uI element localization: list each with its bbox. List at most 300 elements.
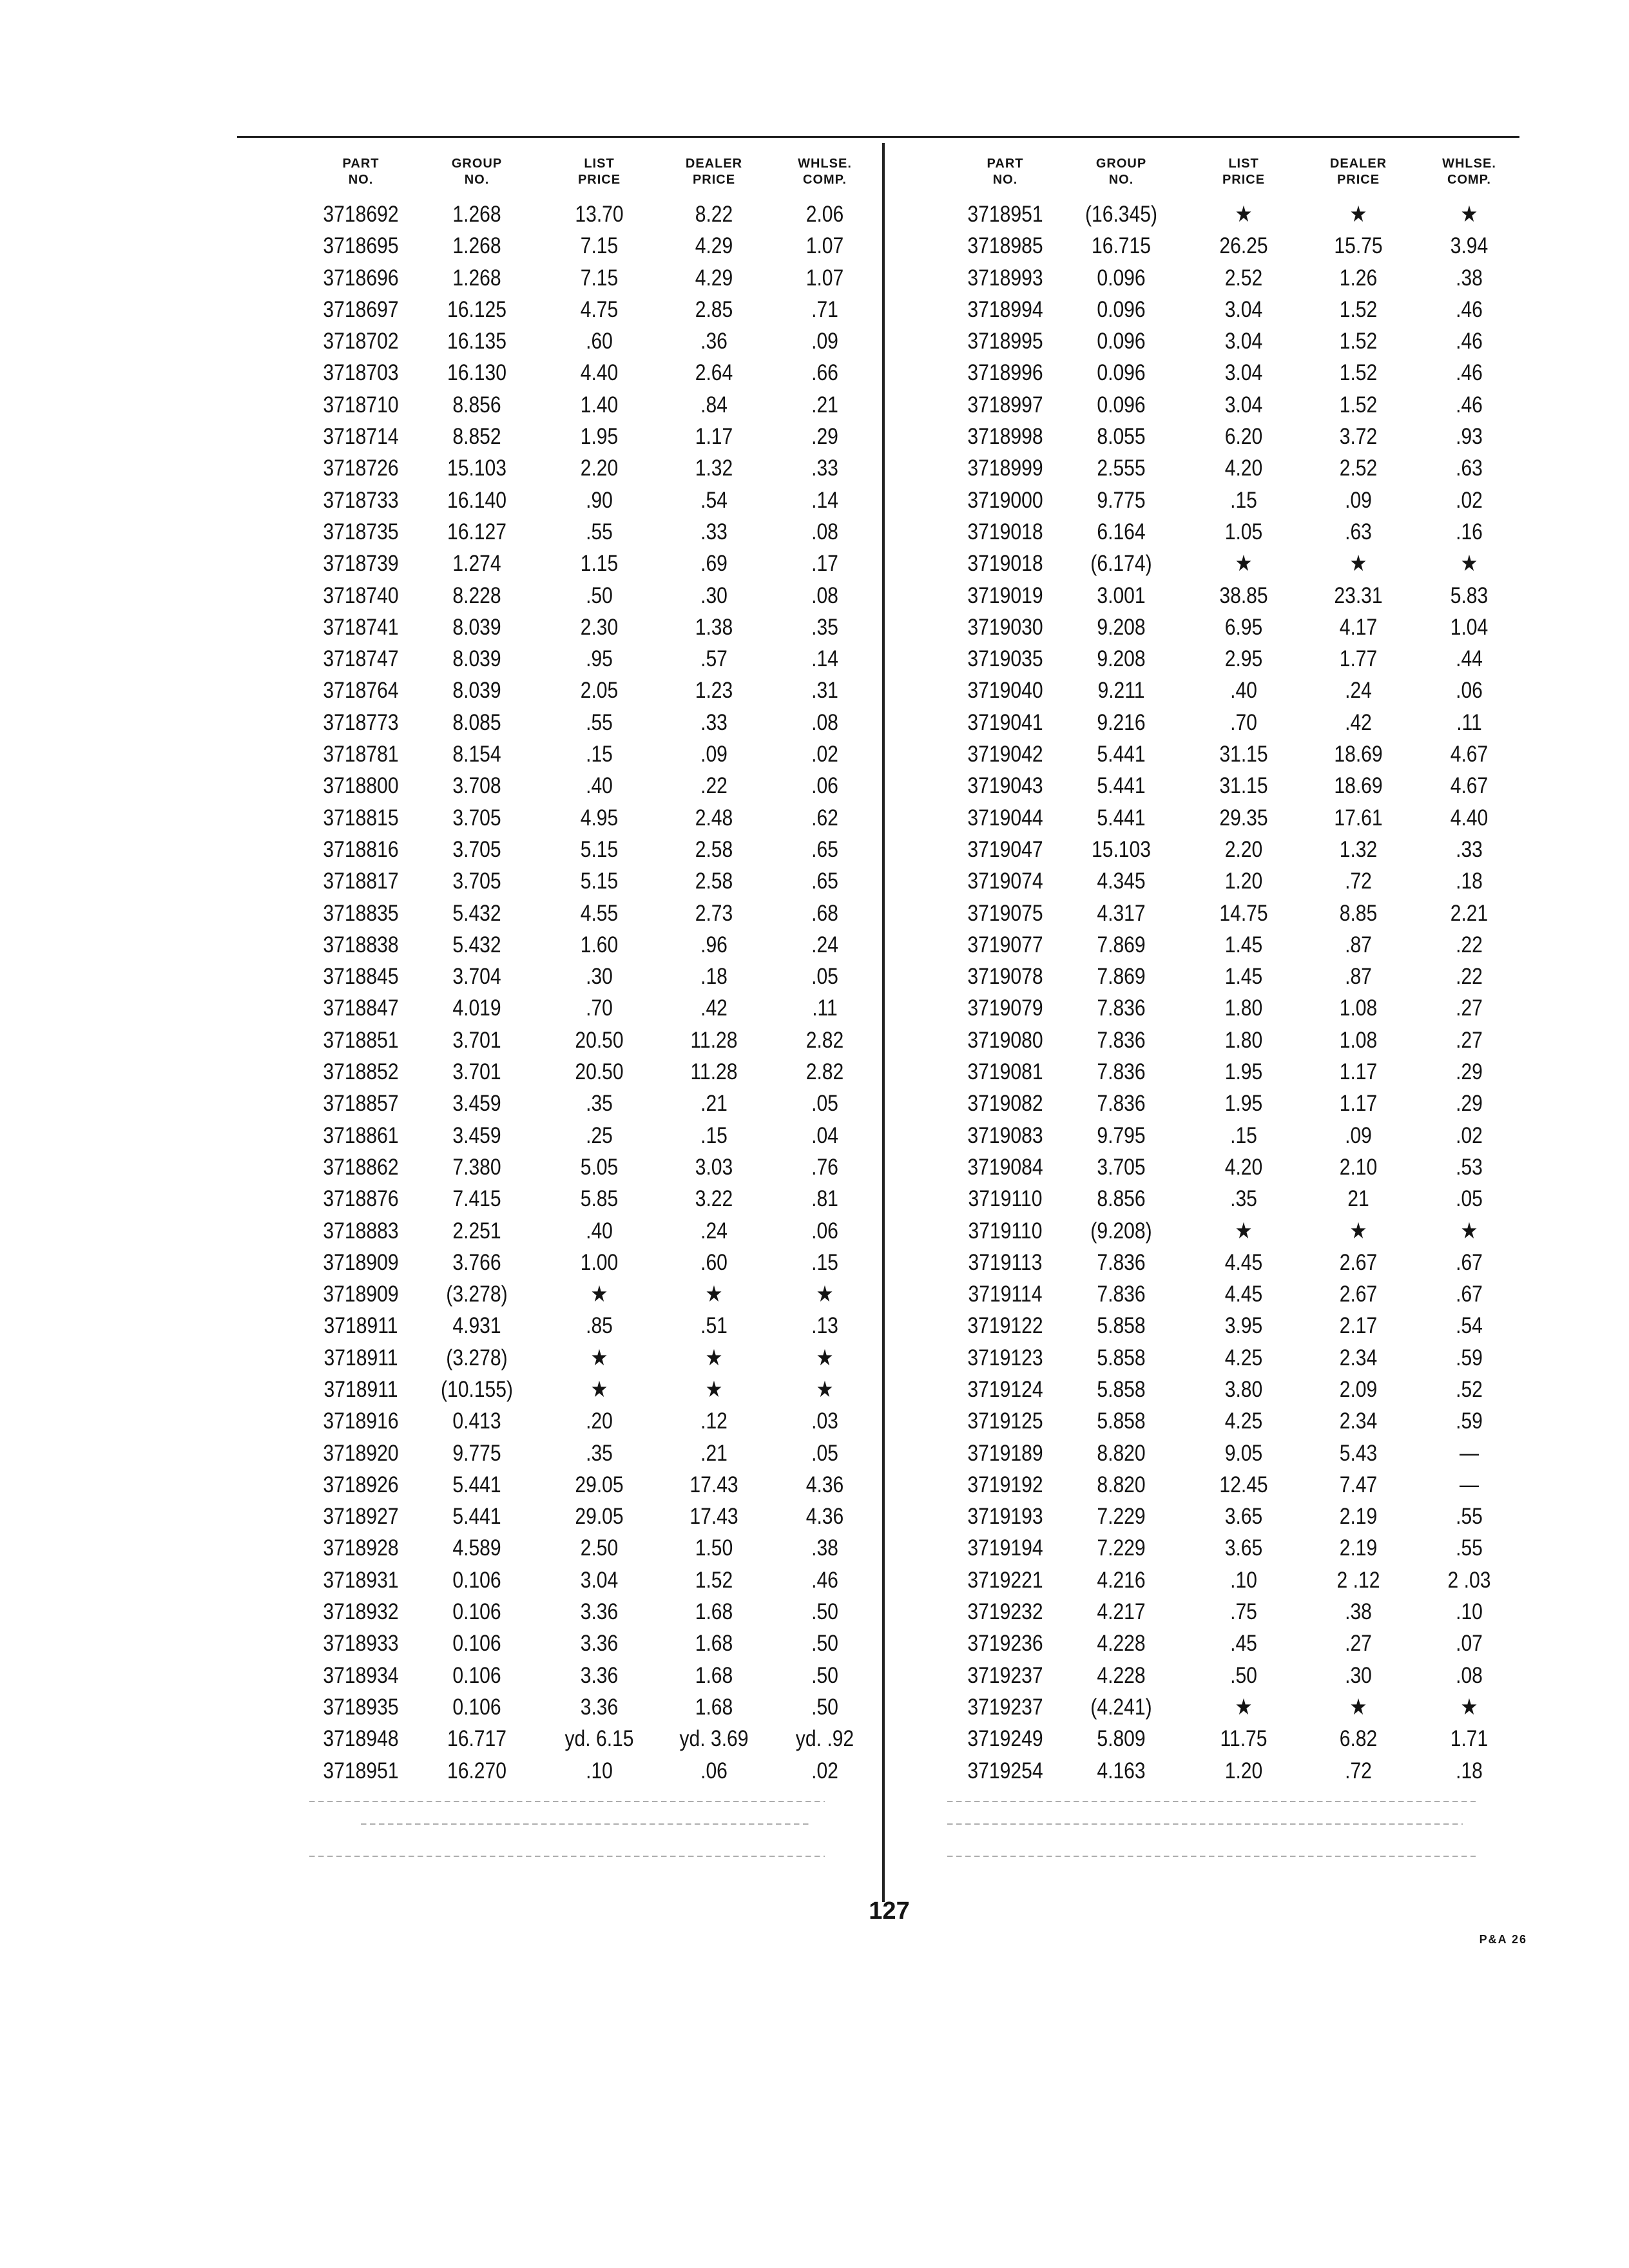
table-row bbox=[947, 898, 1527, 929]
right-table-body bbox=[947, 198, 1527, 1787]
table-row bbox=[303, 1405, 883, 1437]
cell-list-price: 20.50 bbox=[575, 1059, 624, 1085]
cell-part-no: 3718773 bbox=[323, 709, 399, 735]
cell-dealer-price: ★ bbox=[1349, 202, 1367, 227]
cell-dealer-price: .72 bbox=[1345, 869, 1372, 894]
cell-list-price: ★ bbox=[590, 1282, 608, 1307]
cell-whlse-comp: 3.94 bbox=[1450, 233, 1489, 259]
cell-whlse-comp: .54 bbox=[1456, 1313, 1483, 1339]
cell-whlse-comp: ★ bbox=[816, 1345, 834, 1370]
table-row bbox=[303, 1374, 883, 1405]
cell-dealer-price: 17.61 bbox=[1334, 805, 1383, 831]
right-table-header bbox=[947, 143, 1527, 198]
cell-group-no: 4.217 bbox=[1097, 1599, 1146, 1625]
cell-part-no: 3718817 bbox=[323, 869, 399, 894]
cell-part-no: 3718996 bbox=[967, 360, 1043, 386]
cell-group-no: 2.555 bbox=[1097, 456, 1146, 481]
cell-dealer-price: 1.26 bbox=[1339, 265, 1378, 291]
cell-part-no: 3719192 bbox=[967, 1472, 1043, 1497]
cell-dealer-price: 2.64 bbox=[695, 360, 733, 386]
table-row bbox=[947, 1120, 1527, 1151]
cell-part-no: 3718702 bbox=[323, 329, 399, 354]
cell-dealer-price: 1.77 bbox=[1339, 646, 1378, 672]
cell-group-no: 3.459 bbox=[452, 1122, 501, 1148]
cell-whlse-comp: .50 bbox=[811, 1631, 838, 1657]
cell-whlse-comp: .63 bbox=[1456, 456, 1483, 481]
cell-whlse-comp: .62 bbox=[811, 805, 838, 831]
cell-list-price: 1.80 bbox=[1224, 1027, 1263, 1053]
cell-list-price: 4.95 bbox=[580, 805, 619, 831]
cell-part-no: 3719078 bbox=[967, 964, 1043, 990]
cell-list-price: 9.05 bbox=[1224, 1440, 1263, 1466]
cell-whlse-comp: .50 bbox=[811, 1694, 838, 1720]
table-row bbox=[303, 1088, 883, 1119]
cell-part-no: 3718909 bbox=[323, 1249, 399, 1275]
cell-group-no: 8.856 bbox=[1097, 1186, 1146, 1212]
cell-list-price: ★ bbox=[1235, 1694, 1253, 1720]
cell-whlse-comp: .05 bbox=[1456, 1186, 1483, 1212]
cell-group-no: 8.154 bbox=[452, 742, 501, 767]
cell-whlse-comp: 5.83 bbox=[1450, 582, 1489, 608]
header-part-no: PART NO. bbox=[987, 157, 1024, 187]
cell-list-price: .90 bbox=[586, 487, 613, 513]
cell-dealer-price: 1.38 bbox=[695, 614, 733, 640]
cell-group-no: 4.589 bbox=[452, 1535, 501, 1561]
cell-whlse-comp: .31 bbox=[811, 678, 838, 704]
cell-group-no: 9.775 bbox=[1097, 487, 1146, 513]
cell-group-no: 7.836 bbox=[1097, 1249, 1146, 1275]
cell-list-price: 1.40 bbox=[580, 392, 619, 418]
cell-list-price: .10 bbox=[1230, 1567, 1257, 1593]
cell-list-price: .35 bbox=[1230, 1186, 1257, 1212]
cell-dealer-price: 1.17 bbox=[1339, 1091, 1378, 1117]
cell-group-no: 4.317 bbox=[1097, 900, 1146, 926]
cell-part-no: 3718927 bbox=[323, 1504, 399, 1530]
cell-list-price: 1.45 bbox=[1224, 932, 1263, 957]
cell-part-no: 3719232 bbox=[967, 1599, 1043, 1625]
cell-part-no: 3719114 bbox=[968, 1282, 1043, 1307]
cell-part-no: 3718928 bbox=[323, 1535, 399, 1561]
cell-part-no: 3719030 bbox=[967, 614, 1043, 640]
cell-part-no: 3718999 bbox=[967, 456, 1043, 481]
cell-part-no: 3718951 bbox=[323, 1758, 399, 1783]
header-group-no: GROUP NO. bbox=[1095, 157, 1147, 187]
cell-group-no: 8.856 bbox=[452, 392, 501, 418]
table-row bbox=[947, 1437, 1527, 1469]
cell-dealer-price: 15.75 bbox=[1334, 233, 1383, 259]
cell-whlse-comp: .55 bbox=[1456, 1504, 1483, 1530]
cell-list-price: 11.75 bbox=[1220, 1726, 1268, 1752]
cell-part-no: 3718733 bbox=[323, 487, 399, 513]
cell-group-no: 7.836 bbox=[1097, 995, 1146, 1021]
cell-list-price: 2.50 bbox=[580, 1535, 619, 1561]
cell-list-price: ★ bbox=[590, 1345, 608, 1370]
cell-group-no: 1.268 bbox=[452, 202, 501, 227]
cell-list-price: 1.45 bbox=[1224, 964, 1263, 990]
cell-whlse-comp: .76 bbox=[811, 1154, 838, 1180]
cell-dealer-price: 1.68 bbox=[695, 1662, 733, 1688]
cell-whlse-comp: .02 bbox=[1456, 1122, 1483, 1148]
cell-group-no: (16.345) bbox=[1084, 202, 1158, 227]
header-whlse-comp: WHLSE. COMP. bbox=[1442, 157, 1496, 187]
table-row bbox=[303, 611, 883, 643]
cell-list-price: 7.15 bbox=[580, 233, 619, 259]
table-row bbox=[303, 643, 883, 675]
cell-part-no: 3718847 bbox=[323, 995, 399, 1021]
table-row bbox=[947, 580, 1527, 611]
page-number: 127 bbox=[869, 1898, 910, 1925]
right-price-table bbox=[947, 143, 1527, 1787]
table-row bbox=[303, 865, 883, 897]
cell-group-no: (10.155) bbox=[440, 1376, 514, 1402]
table-row bbox=[947, 389, 1527, 421]
cell-group-no: 5.858 bbox=[1097, 1408, 1146, 1434]
cell-whlse-comp: 4.36 bbox=[805, 1472, 844, 1497]
cell-whlse-comp: 1.07 bbox=[805, 265, 844, 291]
cell-whlse-comp: ★ bbox=[1460, 1694, 1478, 1720]
header-whlse-comp: WHLSE. COMP. bbox=[798, 157, 852, 187]
cell-list-price: 6.95 bbox=[1224, 614, 1263, 640]
cell-group-no: 4.163 bbox=[1097, 1758, 1146, 1783]
cell-list-price: 1.95 bbox=[1224, 1059, 1263, 1085]
cell-dealer-price: .09 bbox=[700, 742, 728, 767]
cell-part-no: 3718861 bbox=[323, 1122, 399, 1148]
cell-whlse-comp: .46 bbox=[1456, 360, 1483, 386]
cell-part-no: 3718911 bbox=[323, 1313, 398, 1339]
cell-dealer-price: .06 bbox=[700, 1758, 728, 1783]
footer-dashed-line bbox=[309, 1801, 825, 1802]
table-row bbox=[947, 1469, 1527, 1501]
cell-dealer-price: .42 bbox=[700, 995, 728, 1021]
cell-dealer-price: 1.52 bbox=[1339, 329, 1378, 354]
table-row bbox=[947, 675, 1527, 706]
cell-list-price: 4.45 bbox=[1224, 1249, 1263, 1275]
table-row bbox=[303, 1183, 883, 1215]
cell-list-price: 3.80 bbox=[1224, 1376, 1263, 1402]
cell-group-no: 0.096 bbox=[1097, 392, 1146, 418]
cell-list-price: 3.36 bbox=[580, 1662, 619, 1688]
cell-list-price: ★ bbox=[1235, 551, 1253, 577]
table-row bbox=[303, 452, 883, 484]
table-row bbox=[303, 389, 883, 421]
cell-whlse-comp: .33 bbox=[811, 456, 838, 481]
cell-dealer-price: .87 bbox=[1345, 932, 1372, 957]
cell-whlse-comp: yd. .92 bbox=[795, 1726, 854, 1752]
cell-list-price: 3.65 bbox=[1224, 1504, 1263, 1530]
table-row bbox=[947, 325, 1527, 357]
cell-part-no: 3718781 bbox=[323, 742, 399, 767]
cell-whlse-comp: .08 bbox=[811, 582, 838, 608]
cell-whlse-comp: 2.06 bbox=[805, 202, 844, 227]
cell-dealer-price: 3.03 bbox=[695, 1154, 733, 1180]
cell-part-no: 3718916 bbox=[323, 1408, 399, 1434]
cell-list-price: 4.25 bbox=[1224, 1408, 1263, 1434]
footer-dashed-line bbox=[361, 1823, 812, 1825]
cell-part-no: 3718703 bbox=[323, 360, 399, 386]
table-row bbox=[303, 1501, 883, 1532]
cell-part-no: 3718994 bbox=[967, 296, 1043, 322]
cell-group-no: 7.836 bbox=[1097, 1091, 1146, 1117]
cell-dealer-price: .12 bbox=[700, 1408, 728, 1434]
cell-group-no: 5.441 bbox=[452, 1472, 501, 1497]
cell-group-no: 8.085 bbox=[452, 709, 501, 735]
table-row bbox=[303, 1532, 883, 1564]
cell-whlse-comp: .65 bbox=[811, 836, 838, 862]
cell-group-no: 7.380 bbox=[452, 1154, 501, 1180]
table-row bbox=[303, 262, 883, 294]
table-row bbox=[303, 580, 883, 611]
cell-whlse-comp: .06 bbox=[811, 773, 838, 799]
cell-dealer-price: .30 bbox=[1345, 1662, 1372, 1688]
cell-part-no: 3719125 bbox=[967, 1408, 1043, 1434]
table-row bbox=[947, 834, 1527, 865]
cell-dealer-price: 1.52 bbox=[1339, 392, 1378, 418]
cell-group-no: 8.820 bbox=[1097, 1440, 1146, 1466]
cell-list-price: 14.75 bbox=[1219, 900, 1268, 926]
table-row bbox=[303, 1596, 883, 1628]
table-row bbox=[947, 1247, 1527, 1278]
cell-part-no: 3718816 bbox=[323, 836, 399, 862]
cell-group-no: (4.241) bbox=[1090, 1694, 1152, 1720]
cell-list-price: 1.20 bbox=[1224, 1758, 1263, 1783]
cell-dealer-price: .22 bbox=[700, 773, 728, 799]
cell-list-price: .25 bbox=[586, 1122, 613, 1148]
cell-group-no: 3.705 bbox=[1097, 1154, 1146, 1180]
table-row bbox=[303, 834, 883, 865]
cell-dealer-price: 11.28 bbox=[690, 1027, 738, 1053]
cell-list-price: .35 bbox=[586, 1091, 613, 1117]
table-row bbox=[947, 357, 1527, 389]
cell-group-no: 0.096 bbox=[1097, 265, 1146, 291]
table-row bbox=[947, 1088, 1527, 1119]
cell-list-price: 26.25 bbox=[1219, 233, 1268, 259]
table-row bbox=[947, 707, 1527, 738]
table-row bbox=[947, 802, 1527, 834]
cell-list-price: 1.05 bbox=[1224, 519, 1263, 544]
cell-group-no: 7.415 bbox=[452, 1186, 501, 1212]
cell-whlse-comp: .46 bbox=[1456, 392, 1483, 418]
cell-group-no: 7.869 bbox=[1097, 932, 1146, 957]
cell-part-no: 3718695 bbox=[323, 233, 399, 259]
cell-part-no: 3718876 bbox=[323, 1186, 399, 1212]
cell-part-no: 3719124 bbox=[967, 1376, 1043, 1402]
cell-part-no: 3718747 bbox=[323, 646, 399, 672]
cell-list-price: 2.95 bbox=[1224, 646, 1263, 672]
cell-dealer-price: 2 .12 bbox=[1336, 1567, 1380, 1593]
cell-dealer-price: .87 bbox=[1345, 964, 1372, 990]
cell-list-price: 7.15 bbox=[580, 265, 619, 291]
header-list-price: LIST PRICE bbox=[577, 157, 621, 187]
cell-list-price: 1.00 bbox=[580, 1249, 619, 1275]
cell-whlse-comp: 2.21 bbox=[1450, 900, 1489, 926]
cell-part-no: 3718857 bbox=[323, 1091, 399, 1117]
cell-list-price: ★ bbox=[590, 1376, 608, 1402]
cell-part-no: 3719123 bbox=[967, 1345, 1043, 1370]
cell-whlse-comp: .38 bbox=[811, 1535, 838, 1561]
cell-whlse-comp: .29 bbox=[1456, 1091, 1483, 1117]
cell-dealer-price: .96 bbox=[700, 932, 728, 957]
cell-dealer-price: .24 bbox=[1345, 678, 1372, 704]
cell-list-price: 1.95 bbox=[580, 424, 619, 450]
cell-whlse-comp: .03 bbox=[811, 1408, 838, 1434]
table-row bbox=[947, 961, 1527, 992]
table-row bbox=[947, 611, 1527, 643]
table-row bbox=[303, 898, 883, 929]
cell-group-no: 0.106 bbox=[452, 1567, 501, 1593]
table-row bbox=[947, 1723, 1527, 1754]
cell-dealer-price: ★ bbox=[1349, 1218, 1367, 1244]
cell-list-price: 4.25 bbox=[1224, 1345, 1263, 1370]
cell-whlse-comp: .15 bbox=[811, 1249, 838, 1275]
cell-list-price: 38.85 bbox=[1219, 582, 1268, 608]
cell-part-no: 3718911 bbox=[323, 1345, 398, 1370]
cell-group-no: 5.858 bbox=[1097, 1345, 1146, 1370]
cell-list-price: .20 bbox=[586, 1408, 613, 1434]
cell-group-no: 4.216 bbox=[1097, 1567, 1146, 1593]
cell-whlse-comp: .17 bbox=[811, 551, 838, 577]
cell-group-no: 5.432 bbox=[452, 900, 501, 926]
table-row bbox=[303, 707, 883, 738]
cell-group-no: 7.836 bbox=[1097, 1282, 1146, 1307]
cell-whlse-comp: .10 bbox=[1456, 1599, 1483, 1625]
cell-part-no: 3719042 bbox=[967, 742, 1043, 767]
cell-group-no: 0.106 bbox=[452, 1662, 501, 1688]
cell-group-no: 1.268 bbox=[452, 233, 501, 259]
header-dealer-price: DEALER PRICE bbox=[685, 157, 743, 187]
cell-dealer-price: 2.34 bbox=[1339, 1408, 1378, 1434]
table-row bbox=[303, 1056, 883, 1088]
cell-group-no: 3.705 bbox=[452, 869, 501, 894]
table-row bbox=[947, 230, 1527, 262]
cell-list-price: 5.15 bbox=[580, 836, 619, 862]
table-row bbox=[947, 1056, 1527, 1088]
cell-dealer-price: ★ bbox=[1349, 551, 1367, 577]
cell-whlse-comp: .65 bbox=[811, 869, 838, 894]
cell-dealer-price: .09 bbox=[1345, 1122, 1372, 1148]
cell-list-price: .55 bbox=[586, 519, 613, 544]
cell-list-price: 1.95 bbox=[1224, 1091, 1263, 1117]
top-rule bbox=[237, 136, 1519, 138]
table-row bbox=[303, 1247, 883, 1278]
table-row bbox=[303, 770, 883, 802]
cell-dealer-price: .54 bbox=[700, 487, 728, 513]
cell-whlse-comp: 4.40 bbox=[1450, 805, 1489, 831]
cell-group-no: (3.278) bbox=[446, 1345, 508, 1370]
cell-dealer-price: 3.22 bbox=[695, 1186, 733, 1212]
table-row bbox=[947, 1278, 1527, 1310]
cell-part-no: 3719075 bbox=[967, 900, 1043, 926]
cell-part-no: 3719236 bbox=[967, 1631, 1043, 1657]
page-code: P&A 26 bbox=[1479, 1933, 1527, 1946]
cell-part-no: 3719193 bbox=[967, 1504, 1043, 1530]
cell-group-no: 7.229 bbox=[1097, 1504, 1146, 1530]
cell-dealer-price: 5.43 bbox=[1339, 1440, 1378, 1466]
cell-group-no: 15.103 bbox=[1091, 836, 1152, 862]
cell-whlse-comp: .93 bbox=[1456, 424, 1483, 450]
cell-part-no: 3718696 bbox=[323, 265, 399, 291]
cell-whlse-comp: ★ bbox=[1460, 551, 1478, 577]
cell-part-no: 3719077 bbox=[967, 932, 1043, 957]
cell-part-no: 3718835 bbox=[323, 900, 399, 926]
cell-dealer-price: 4.29 bbox=[695, 233, 733, 259]
cell-group-no: 5.858 bbox=[1097, 1313, 1146, 1339]
cell-part-no: 3719084 bbox=[967, 1154, 1043, 1180]
cell-part-no: 3718997 bbox=[967, 392, 1043, 418]
cell-list-price: 13.70 bbox=[575, 202, 624, 227]
cell-whlse-comp: .29 bbox=[811, 424, 838, 450]
cell-dealer-price: 2.09 bbox=[1339, 1376, 1378, 1402]
cell-list-price: 3.04 bbox=[1224, 360, 1263, 386]
cell-dealer-price: 2.19 bbox=[1339, 1535, 1378, 1561]
cell-dealer-price: .60 bbox=[700, 1249, 728, 1275]
cell-whlse-comp: 2 .03 bbox=[1447, 1567, 1491, 1593]
footer-dashed-line bbox=[309, 1856, 825, 1857]
cell-part-no: 3718995 bbox=[967, 329, 1043, 354]
table-row bbox=[303, 1215, 883, 1247]
table-row bbox=[303, 421, 883, 452]
cell-whlse-comp: .08 bbox=[811, 519, 838, 544]
cell-dealer-price: 2.67 bbox=[1339, 1249, 1378, 1275]
table-row bbox=[303, 548, 883, 579]
cell-group-no: 3.766 bbox=[452, 1249, 501, 1275]
cell-dealer-price: 4.17 bbox=[1339, 614, 1378, 640]
cell-whlse-comp: .05 bbox=[811, 1440, 838, 1466]
cell-group-no: 0.096 bbox=[1097, 296, 1146, 322]
cell-dealer-price: .57 bbox=[700, 646, 728, 672]
cell-dealer-price: 2.10 bbox=[1339, 1154, 1378, 1180]
cell-group-no: 16.130 bbox=[447, 360, 507, 386]
cell-dealer-price: 8.85 bbox=[1339, 900, 1378, 926]
cell-part-no: 3718985 bbox=[967, 233, 1043, 259]
table-row bbox=[303, 1342, 883, 1374]
cell-part-no: 3719074 bbox=[967, 869, 1043, 894]
cell-list-price: 3.04 bbox=[1224, 392, 1263, 418]
cell-group-no: 3.705 bbox=[452, 836, 501, 862]
cell-part-no: 3719083 bbox=[967, 1122, 1043, 1148]
cell-list-price: 3.04 bbox=[580, 1567, 619, 1593]
cell-dealer-price: 11.28 bbox=[690, 1059, 738, 1085]
cell-dealer-price: 1.52 bbox=[1339, 360, 1378, 386]
cell-part-no: 3718851 bbox=[323, 1027, 399, 1053]
cell-whlse-comp: .24 bbox=[811, 932, 838, 957]
table-row bbox=[947, 1532, 1527, 1564]
cell-whlse-comp: .14 bbox=[811, 646, 838, 672]
cell-dealer-price: 4.29 bbox=[695, 265, 733, 291]
cell-group-no: 0.096 bbox=[1097, 329, 1146, 354]
cell-whlse-comp: .55 bbox=[1456, 1535, 1483, 1561]
table-row bbox=[947, 421, 1527, 452]
cell-dealer-price: .30 bbox=[700, 582, 728, 608]
cell-whlse-comp: .05 bbox=[811, 964, 838, 990]
cell-group-no: (9.208) bbox=[1090, 1218, 1152, 1244]
table-row bbox=[303, 357, 883, 389]
cell-whlse-comp: .27 bbox=[1456, 995, 1483, 1021]
table-row bbox=[303, 738, 883, 770]
table-row bbox=[303, 1755, 883, 1787]
cell-whlse-comp: .67 bbox=[1456, 1282, 1483, 1307]
table-row bbox=[947, 516, 1527, 548]
cell-group-no: 8.820 bbox=[1097, 1472, 1146, 1497]
cell-part-no: 3719194 bbox=[967, 1535, 1043, 1561]
cell-group-no: 5.441 bbox=[1097, 773, 1146, 799]
cell-group-no: 3.701 bbox=[452, 1027, 501, 1053]
cell-group-no: 9.775 bbox=[452, 1440, 501, 1466]
cell-whlse-comp: 4.67 bbox=[1450, 742, 1489, 767]
cell-part-no: 3718935 bbox=[323, 1694, 399, 1720]
cell-group-no: 3.705 bbox=[452, 805, 501, 831]
cell-part-no: 3718726 bbox=[323, 456, 399, 481]
cell-dealer-price: .24 bbox=[700, 1218, 728, 1244]
